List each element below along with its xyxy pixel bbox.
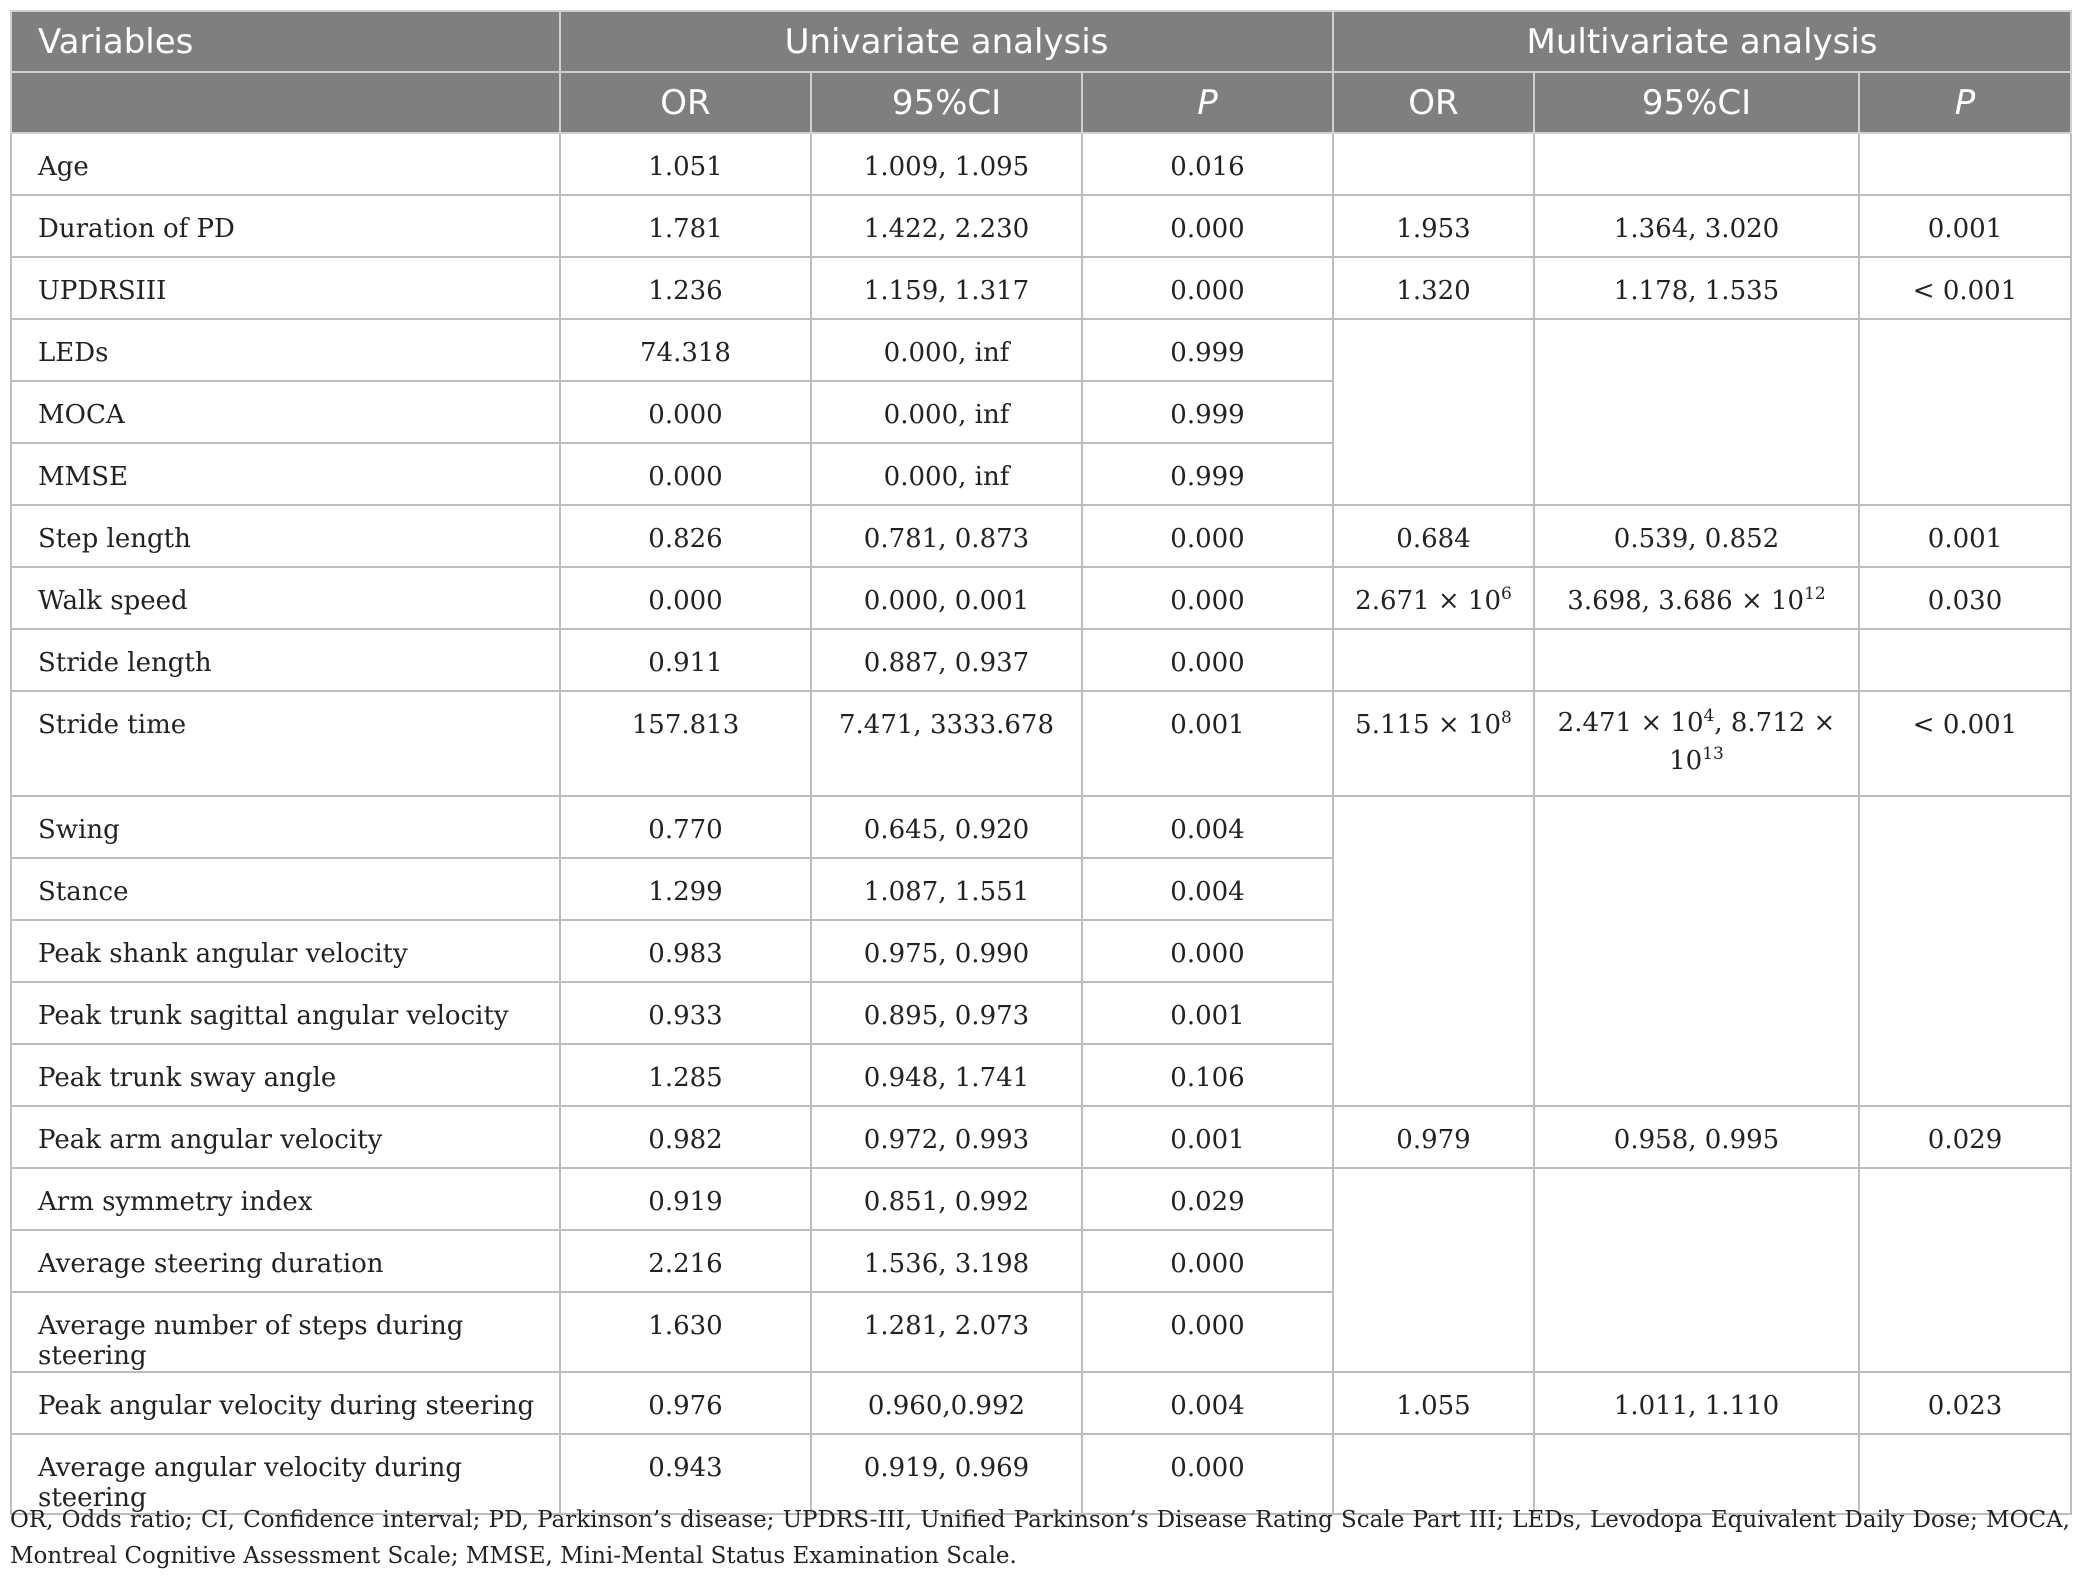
univariate-p-cell: 0.000 (1082, 920, 1333, 982)
univariate-p-cell: 0.106 (1082, 1044, 1333, 1106)
variable-cell: Swing (11, 796, 560, 858)
univariate-ci-cell: 0.000, 0.001 (811, 567, 1082, 629)
multivariate-ci-cell (1534, 133, 1859, 195)
univariate-ci-cell: 1.009, 1.095 (811, 133, 1082, 195)
variable-cell: Average angular velocity during steering (11, 1434, 560, 1514)
univariate-ci-cell: 0.895, 0.973 (811, 982, 1082, 1044)
univariate-ci-cell: 1.159, 1.317 (811, 257, 1082, 319)
multivariate-or-cell: 1.953 (1333, 195, 1534, 257)
multivariate-p-cell: 0.030 (1859, 567, 2071, 629)
multivariate-or-cell (1333, 133, 1534, 195)
variable-cell: Average steering duration (11, 1230, 560, 1292)
univariate-ci-cell: 1.536, 3.198 (811, 1230, 1082, 1292)
univariate-header: Univariate analysis (560, 11, 1333, 72)
multivariate-p-header: P (1859, 72, 2071, 133)
multivariate-or-cell: 0.979 (1333, 1106, 1534, 1168)
multivariate-or-cell (1333, 1168, 1534, 1372)
variable-cell: Peak angular velocity during steering (11, 1372, 560, 1434)
univariate-ci-cell: 0.000, inf (811, 381, 1082, 443)
univariate-ci-cell: 0.887, 0.937 (811, 629, 1082, 691)
table-row (11, 505, 2071, 567)
variables-header: Variables (11, 11, 560, 72)
univariate-ci-cell: 1.281, 2.073 (811, 1292, 1082, 1372)
variable-cell: Peak trunk sagittal angular velocity (11, 982, 560, 1044)
univariate-or-cell: 0.943 (560, 1434, 811, 1514)
univariate-p-cell: 0.001 (1082, 982, 1333, 1044)
table-row (11, 257, 2071, 319)
univariate-or-cell: 0.770 (560, 796, 811, 858)
variable-cell: Arm symmetry index (11, 1168, 560, 1230)
table-row (11, 133, 2071, 195)
multivariate-ci-cell: 1.178, 1.535 (1534, 257, 1859, 319)
multivariate-p-cell: < 0.001 (1859, 257, 2071, 319)
univariate-or-cell: 157.813 (560, 691, 811, 796)
table-row (11, 1168, 2071, 1230)
univariate-p-cell: 0.000 (1082, 505, 1333, 567)
variable-cell: Peak shank angular velocity (11, 920, 560, 982)
univariate-p-cell: 0.000 (1082, 629, 1333, 691)
multivariate-ci-cell (1534, 629, 1859, 691)
univariate-or-cell: 0.983 (560, 920, 811, 982)
multivariate-ci-cell (1534, 319, 1859, 505)
table-footnote: OR, Odds ratio; CI, Confidence interval; PD, Parkinson’s disease; UPDRS-III, Unified Parkinson’s Disease Rating Scale Part III; LEDs, Levodopa Equivalent Daily Dose; MOCA, Montreal Cognitive Assessment Scale; MMSE, Mini-Mental Status Examination Scale. (10, 1507, 2070, 1569)
univariate-ci-cell: 0.000, inf (811, 319, 1082, 381)
multivariate-p-cell (1859, 133, 2071, 195)
multivariate-ci-cell (1534, 796, 1859, 1106)
table-body (11, 133, 2071, 1514)
univariate-p-header: P (1082, 72, 1333, 133)
variable-cell: Stride time (11, 691, 560, 796)
multivariate-or-cell (1333, 629, 1534, 691)
univariate-ci-cell: 0.645, 0.920 (811, 796, 1082, 858)
multivariate-p-cell (1859, 796, 2071, 1106)
multivariate-header: Multivariate analysis (1333, 11, 2071, 72)
univariate-or-cell: 74.318 (560, 319, 811, 381)
table-row (11, 1372, 2071, 1434)
univariate-or-cell: 0.000 (560, 567, 811, 629)
univariate-ci-cell: 1.422, 2.230 (811, 195, 1082, 257)
multivariate-ci-cell: 1.011, 1.110 (1534, 1372, 1859, 1434)
multivariate-ci-cell (1534, 1168, 1859, 1372)
multivariate-ci-header: 95%CI (1534, 72, 1859, 133)
univariate-or-cell: 1.630 (560, 1292, 811, 1372)
multivariate-or-cell (1333, 319, 1534, 505)
univariate-or-cell: 1.299 (560, 858, 811, 920)
univariate-ci-cell: 0.948, 1.741 (811, 1044, 1082, 1106)
multivariate-or-cell: $5.115 \times 10^8$ (1333, 691, 1534, 796)
table-row (11, 796, 2071, 858)
univariate-ci-cell: 0.960,0.992 (811, 1372, 1082, 1434)
variable-cell: Step length (11, 505, 560, 567)
univariate-ci-cell: 0.851, 0.992 (811, 1168, 1082, 1230)
univariate-p-cell: 0.029 (1082, 1168, 1333, 1230)
variable-cell: Duration of PD (11, 195, 560, 257)
univariate-p-cell: 0.004 (1082, 1372, 1333, 1434)
multivariate-p-cell: 0.029 (1859, 1106, 2071, 1168)
univariate-p-cell: 0.000 (1082, 1230, 1333, 1292)
multivariate-ci-cell: 0.958, 0.995 (1534, 1106, 1859, 1168)
variable-cell: Age (11, 133, 560, 195)
regression-table (10, 10, 2072, 1515)
variable-cell: UPDRSIII (11, 257, 560, 319)
multivariate-p-cell: < 0.001 (1859, 691, 2071, 796)
univariate-ci-cell: 7.471, 3333.678 (811, 691, 1082, 796)
multivariate-p-cell (1859, 1168, 2071, 1372)
univariate-or-cell: 0.919 (560, 1168, 811, 1230)
univariate-or-cell: 0.000 (560, 443, 811, 505)
variable-cell: Average number of steps during steering (11, 1292, 560, 1372)
variable-cell: MOCA (11, 381, 560, 443)
multivariate-or-cell (1333, 796, 1534, 1106)
variables-subheader-blank (11, 72, 560, 133)
multivariate-p-cell: 0.001 (1859, 195, 2071, 257)
univariate-p-cell: 0.001 (1082, 691, 1333, 796)
univariate-or-cell: 0.933 (560, 982, 811, 1044)
univariate-p-cell: 0.000 (1082, 567, 1333, 629)
univariate-or-cell: 1.236 (560, 257, 811, 319)
univariate-ci-cell: 1.087, 1.551 (811, 858, 1082, 920)
table-row (11, 629, 2071, 691)
univariate-p-cell: 0.004 (1082, 858, 1333, 920)
table-row (11, 567, 2071, 629)
multivariate-p-cell (1859, 629, 2071, 691)
univariate-or-cell: 0.911 (560, 629, 811, 691)
univariate-p-cell: 0.000 (1082, 257, 1333, 319)
univariate-p-cell: 0.004 (1082, 796, 1333, 858)
variable-cell: Walk speed (11, 567, 560, 629)
variable-cell: LEDs (11, 319, 560, 381)
univariate-or-cell: 1.781 (560, 195, 811, 257)
univariate-ci-cell: 0.975, 0.990 (811, 920, 1082, 982)
univariate-p-cell: 0.999 (1082, 381, 1333, 443)
multivariate-or-cell: $2.671 \times 10^6$ (1333, 567, 1534, 629)
table-header (11, 11, 2071, 133)
variable-cell: MMSE (11, 443, 560, 505)
variable-cell: Stance (11, 858, 560, 920)
univariate-p-cell: 0.001 (1082, 1106, 1333, 1168)
univariate-p-cell: 0.000 (1082, 1434, 1333, 1514)
multivariate-p-cell: 0.001 (1859, 505, 2071, 567)
table-row (11, 319, 2071, 381)
univariate-or-cell: 1.051 (560, 133, 811, 195)
univariate-p-cell: 0.016 (1082, 133, 1333, 195)
univariate-ci-cell: 0.000, inf (811, 443, 1082, 505)
table-row (11, 195, 2071, 257)
variable-cell: Peak trunk sway angle (11, 1044, 560, 1106)
univariate-or-cell: 0.982 (560, 1106, 811, 1168)
univariate-or-header: OR (560, 72, 811, 133)
univariate-p-cell: 0.000 (1082, 1292, 1333, 1372)
multivariate-p-cell: 0.023 (1859, 1372, 2071, 1434)
multivariate-or-header: OR (1333, 72, 1534, 133)
variable-cell: Peak arm angular velocity (11, 1106, 560, 1168)
univariate-ci-cell: 0.781, 0.873 (811, 505, 1082, 567)
multivariate-or-cell: 1.320 (1333, 257, 1534, 319)
univariate-ci-header: 95%CI (811, 72, 1082, 133)
univariate-or-cell: 1.285 (560, 1044, 811, 1106)
table-row (11, 1106, 2071, 1168)
univariate-ci-cell: 0.919, 0.969 (811, 1434, 1082, 1514)
variable-cell: Stride length (11, 629, 560, 691)
multivariate-p-cell (1859, 319, 2071, 505)
multivariate-ci-cell: 1.364, 3.020 (1534, 195, 1859, 257)
multivariate-or-cell: 0.684 (1333, 505, 1534, 567)
univariate-or-cell: 0.976 (560, 1372, 811, 1434)
univariate-p-cell: 0.000 (1082, 195, 1333, 257)
univariate-p-cell: 0.999 (1082, 443, 1333, 505)
univariate-ci-cell: 0.972, 0.993 (811, 1106, 1082, 1168)
multivariate-ci-cell: $2.471 \times 10^4$, 8.712 × $10^{13}$ (1534, 691, 1859, 796)
multivariate-or-cell: 1.055 (1333, 1372, 1534, 1434)
multivariate-ci-cell: 0.539, 0.852 (1534, 505, 1859, 567)
univariate-p-cell: 0.999 (1082, 319, 1333, 381)
univariate-or-cell: 0.826 (560, 505, 811, 567)
table-row (11, 691, 2071, 796)
multivariate-ci-cell: 3.698, $3.686 \times 10^{12}$ (1534, 567, 1859, 629)
univariate-or-cell: 0.000 (560, 381, 811, 443)
univariate-or-cell: 2.216 (560, 1230, 811, 1292)
